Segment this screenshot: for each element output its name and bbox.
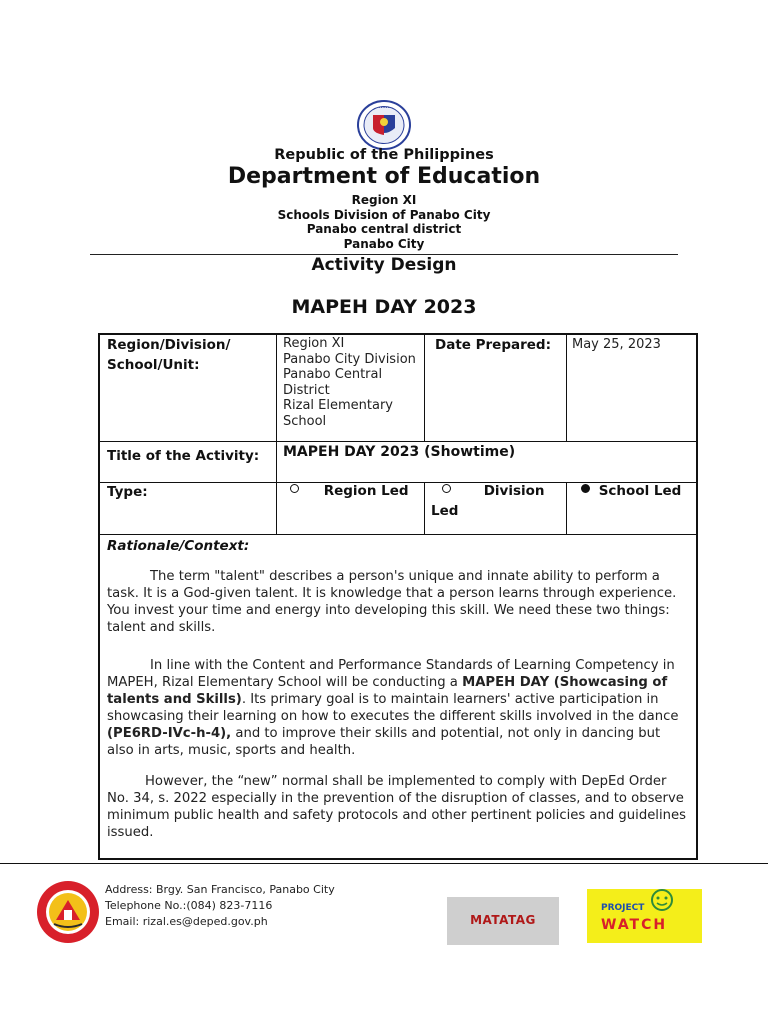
type-option-division[interactable] <box>431 484 561 519</box>
col-divider <box>566 335 567 441</box>
rationale-label: Rationale/Context: <box>107 538 250 554</box>
school-telephone: Telephone No.:(084) 823-7116 <box>105 899 273 912</box>
rationale-paragraph-3 <box>107 773 691 841</box>
school-address: Address: Brgy. San Francisco, Panabo City <box>105 883 335 896</box>
city-line: Panabo City <box>343 237 425 251</box>
smiley-icon <box>647 889 677 911</box>
type-label: Type: <box>107 484 148 500</box>
row-divider <box>100 534 696 535</box>
activity-title-label: Title of the Activity: <box>107 448 260 464</box>
event-title: MAPEH DAY 2023 <box>291 296 477 318</box>
radio-empty-icon <box>442 484 451 493</box>
activity-design-table <box>98 333 698 860</box>
schools-division-line: Schools Division of Panabo City <box>277 208 491 222</box>
project-watch-logo <box>587 889 702 943</box>
date-prepared-label: Date Prepared: <box>435 337 551 353</box>
deped-seal-icon <box>354 100 414 150</box>
paragraph-text: The term "talent" describes a person's unique and innate ability to perform a task. It is a God-given talent. It is knowledge that a person learns through experience. You invest your time and energy into developing this skill. We need these two things: talent and skills. <box>107 569 677 635</box>
footer-divider <box>0 863 768 864</box>
type-option-school[interactable] <box>581 484 696 500</box>
paragraph-text: and to improve their skills and potential, not only in dancing but also in arts, music, sports and health. <box>107 726 661 758</box>
type-option-label: Region Led <box>323 483 409 499</box>
date-prepared-value: May 25, 2023 <box>572 337 661 352</box>
matatag-logo-text: MATATAG <box>470 913 536 927</box>
department-title: Department of Education <box>227 164 541 189</box>
paragraph-bold-text: (PE6RD-IVc-h-4), <box>107 726 232 741</box>
col-divider <box>276 335 277 534</box>
region-value-line: Rizal Elementary <box>283 398 394 413</box>
svg-text:•••••: ••••• <box>378 105 390 110</box>
region-value-line: Region XI <box>283 336 345 351</box>
region-value-line: School <box>283 413 327 429</box>
type-option-label-cont: Led <box>431 502 459 519</box>
watch-letters-text: WATCH <box>601 917 668 933</box>
radio-filled-icon <box>581 484 590 493</box>
rizal-elementary-school-logo <box>36 880 100 944</box>
col-divider <box>566 482 567 534</box>
radio-empty-icon <box>290 484 299 493</box>
paragraph-bold-text: MAPEH DAY (Showcasing of talents and Skills) <box>107 675 668 707</box>
row-divider <box>100 441 696 442</box>
region-division-label <box>107 335 272 375</box>
region-label-line-2: School/Unit: <box>107 357 200 373</box>
region-label-line-1: Region/Division/ <box>107 337 231 353</box>
region-value-line: Panabo City Division <box>283 351 416 367</box>
type-option-label: Division <box>483 483 545 499</box>
region-line: Region XI <box>351 193 417 207</box>
region-value-line: District <box>283 382 330 398</box>
type-option-label: School Led <box>598 483 682 499</box>
rationale-paragraph-2 <box>107 657 691 759</box>
document-type: Activity Design <box>311 255 457 275</box>
rationale-paragraph-1 <box>107 568 691 636</box>
type-option-region[interactable] <box>290 484 424 500</box>
paragraph-text: In line with the Content and Performance Standards of Learning Competency in MAPEH, Rizal Elementary School will be conducting a <box>107 658 675 690</box>
region-value-line: Panabo Central <box>283 367 383 382</box>
district-line: Panabo central district <box>306 222 462 236</box>
school-email[interactable]: Email: rizal.es@deped.gov.ph <box>105 915 268 928</box>
watch-project-text: PROJECT <box>601 903 645 913</box>
col-divider <box>424 335 425 441</box>
paragraph-text: . Its primary goal is to maintain learners' active participation in showcasing their learning on how to executes the different skills involved in the dance <box>107 692 679 724</box>
republic-line: Republic of the Philippines <box>274 147 494 163</box>
region-division-value <box>283 336 421 429</box>
matatag-logo <box>447 897 559 945</box>
col-divider <box>424 482 425 534</box>
paragraph-text: However, the “new” normal shall be implemented to comply with DepEd Order No. 34, s. 2022 especially in the prevention of the disruption of classes, and to observe minimum public health and safety protocols and other pertinent policies and guidelines issued. <box>107 774 686 840</box>
activity-title-value: MAPEH DAY 2023 (Showtime) <box>283 444 516 460</box>
